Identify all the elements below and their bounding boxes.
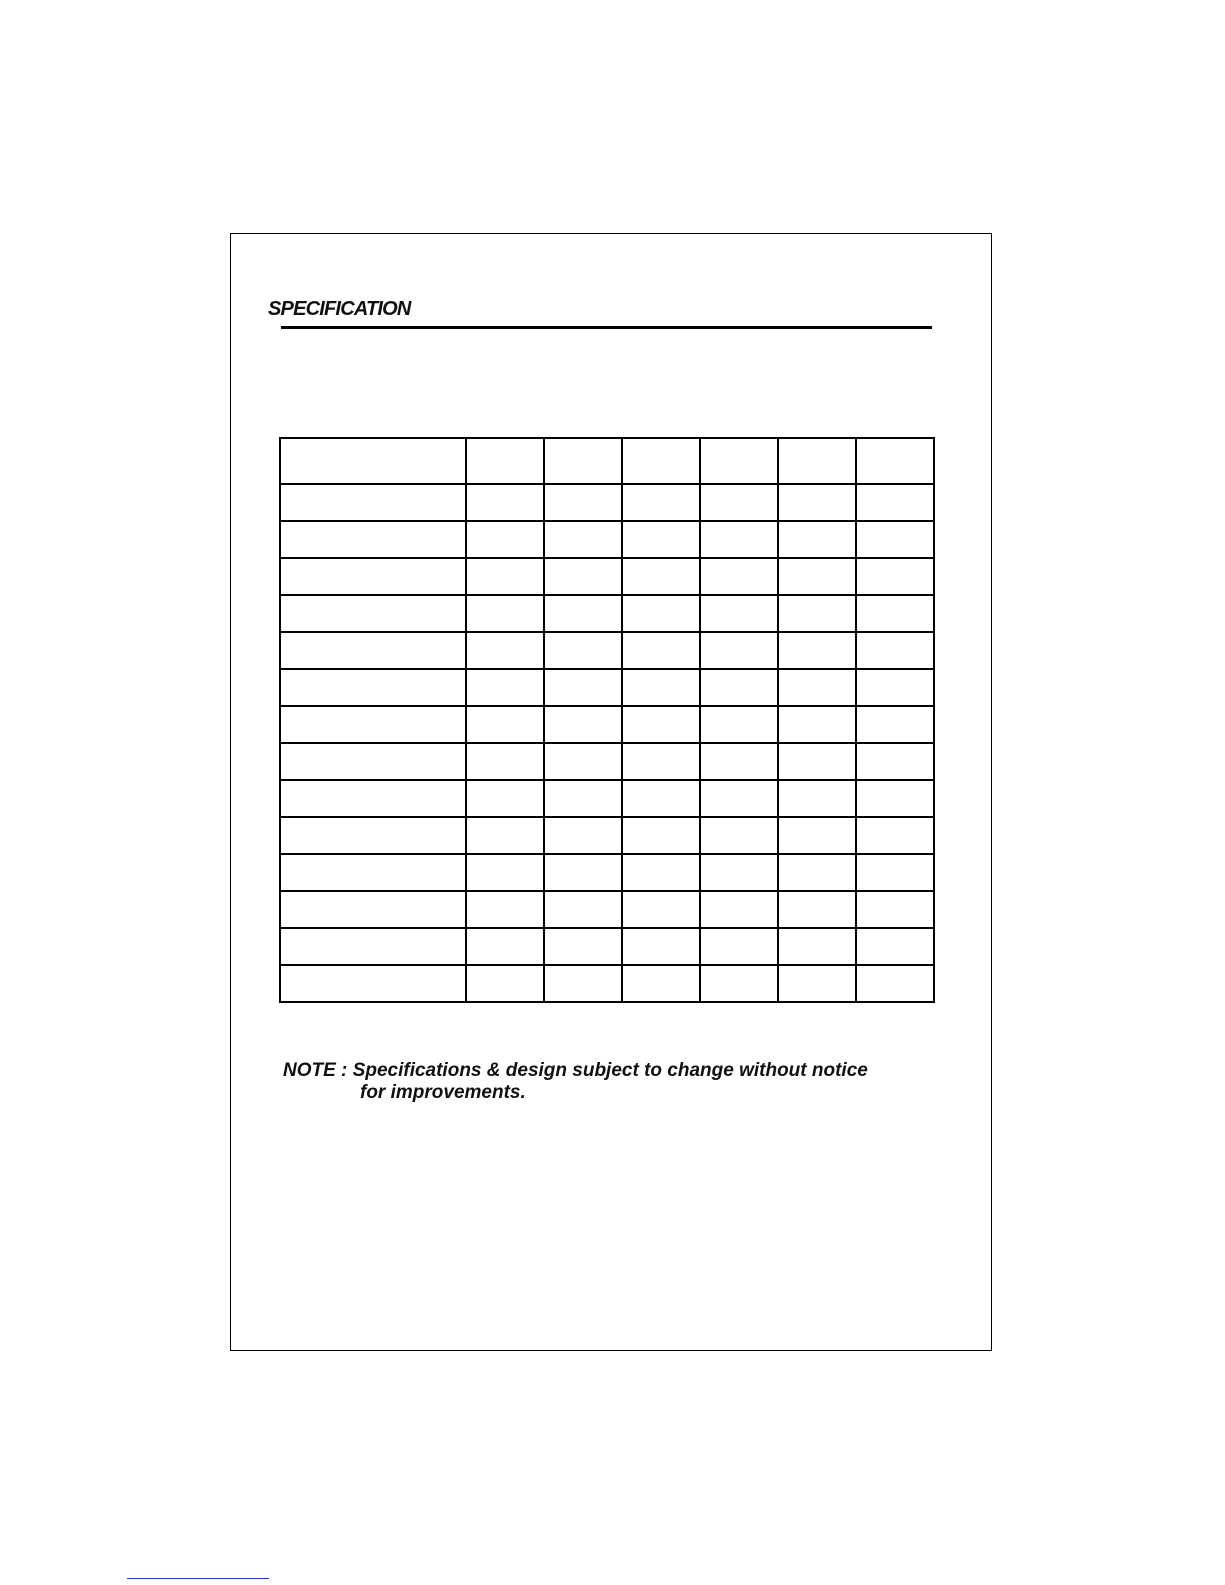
table-cell bbox=[778, 891, 856, 928]
table-cell bbox=[856, 632, 934, 669]
table-cell bbox=[466, 632, 544, 669]
note-line-2: for improvements. bbox=[360, 1082, 526, 1103]
table-row bbox=[280, 854, 934, 891]
table-cell bbox=[700, 891, 778, 928]
table-cell bbox=[700, 928, 778, 965]
table-row bbox=[280, 484, 934, 521]
table-cell bbox=[622, 817, 700, 854]
table-cell bbox=[280, 854, 466, 891]
table-cell bbox=[700, 706, 778, 743]
table-cell bbox=[466, 743, 544, 780]
table-cell bbox=[466, 817, 544, 854]
table-cell bbox=[856, 854, 934, 891]
table-header-row bbox=[280, 438, 934, 484]
table-row bbox=[280, 891, 934, 928]
table-cell bbox=[466, 706, 544, 743]
table-cell bbox=[466, 484, 544, 521]
table-cell bbox=[778, 965, 856, 1002]
table-cell bbox=[466, 780, 544, 817]
table-cell bbox=[700, 965, 778, 1002]
table-cell bbox=[466, 928, 544, 965]
table-cell bbox=[466, 521, 544, 558]
table-cell bbox=[466, 965, 544, 1002]
table-cell bbox=[778, 521, 856, 558]
table-cell bbox=[700, 817, 778, 854]
table-cell bbox=[700, 780, 778, 817]
table-cell bbox=[856, 669, 934, 706]
table-cell bbox=[856, 817, 934, 854]
table-cell bbox=[622, 632, 700, 669]
table-cell bbox=[280, 438, 466, 484]
table-cell bbox=[622, 521, 700, 558]
table-cell bbox=[856, 706, 934, 743]
table-row bbox=[280, 558, 934, 595]
table-cell bbox=[544, 891, 622, 928]
table-cell bbox=[856, 891, 934, 928]
table-cell bbox=[778, 632, 856, 669]
table-row bbox=[280, 632, 934, 669]
table-row bbox=[280, 521, 934, 558]
table-cell bbox=[544, 669, 622, 706]
table-cell bbox=[622, 669, 700, 706]
table-cell bbox=[466, 669, 544, 706]
table-cell bbox=[280, 743, 466, 780]
table-cell bbox=[778, 669, 856, 706]
table-cell bbox=[544, 521, 622, 558]
table-cell bbox=[544, 484, 622, 521]
table-cell bbox=[544, 817, 622, 854]
table-cell bbox=[544, 780, 622, 817]
table-cell bbox=[544, 558, 622, 595]
table-cell bbox=[622, 558, 700, 595]
table-cell bbox=[700, 632, 778, 669]
table-cell bbox=[778, 484, 856, 521]
table-cell bbox=[778, 706, 856, 743]
table-cell bbox=[622, 438, 700, 484]
table-row bbox=[280, 928, 934, 965]
table-cell bbox=[466, 854, 544, 891]
table-cell bbox=[700, 484, 778, 521]
table-cell bbox=[544, 743, 622, 780]
table-cell bbox=[622, 595, 700, 632]
table-cell bbox=[778, 854, 856, 891]
table-cell bbox=[466, 558, 544, 595]
table-cell bbox=[700, 669, 778, 706]
table-cell bbox=[544, 595, 622, 632]
table-cell bbox=[700, 854, 778, 891]
table-cell bbox=[622, 965, 700, 1002]
table-cell bbox=[280, 484, 466, 521]
table-cell bbox=[622, 780, 700, 817]
table-cell bbox=[856, 484, 934, 521]
table-cell bbox=[700, 595, 778, 632]
table-cell bbox=[778, 928, 856, 965]
table-cell bbox=[544, 438, 622, 484]
table-cell bbox=[778, 595, 856, 632]
table-cell bbox=[622, 928, 700, 965]
table-cell bbox=[544, 928, 622, 965]
bottom-link-underline bbox=[127, 1578, 269, 1579]
table-cell bbox=[280, 669, 466, 706]
table-cell bbox=[466, 595, 544, 632]
table-cell bbox=[778, 743, 856, 780]
table-cell bbox=[778, 438, 856, 484]
table-cell bbox=[280, 706, 466, 743]
note-prefix: NOTE : bbox=[283, 1060, 353, 1081]
table-row bbox=[280, 595, 934, 632]
table-cell bbox=[544, 706, 622, 743]
table-cell bbox=[700, 521, 778, 558]
table-cell bbox=[280, 780, 466, 817]
table-cell bbox=[544, 632, 622, 669]
table-cell bbox=[622, 743, 700, 780]
table-cell bbox=[856, 558, 934, 595]
specification-table bbox=[279, 437, 935, 1003]
table-row bbox=[280, 965, 934, 1002]
table-cell bbox=[280, 817, 466, 854]
table-cell bbox=[622, 706, 700, 743]
table-cell bbox=[856, 595, 934, 632]
table-cell bbox=[466, 438, 544, 484]
table-cell bbox=[622, 484, 700, 521]
note-line-1: Specifications & design subject to change without notice bbox=[352, 1060, 868, 1081]
table-row bbox=[280, 743, 934, 780]
table-cell bbox=[280, 558, 466, 595]
table-cell bbox=[280, 965, 466, 1002]
table-cell bbox=[544, 854, 622, 891]
table-cell bbox=[544, 965, 622, 1002]
table-row bbox=[280, 706, 934, 743]
table-row bbox=[280, 780, 934, 817]
table-cell bbox=[622, 854, 700, 891]
table-cell bbox=[700, 743, 778, 780]
table-cell bbox=[700, 558, 778, 595]
table-cell bbox=[856, 438, 934, 484]
title-underline bbox=[281, 326, 932, 329]
table-cell bbox=[280, 928, 466, 965]
table-cell bbox=[856, 780, 934, 817]
table-row bbox=[280, 669, 934, 706]
table-cell bbox=[778, 558, 856, 595]
table-cell bbox=[778, 817, 856, 854]
table-cell bbox=[280, 521, 466, 558]
table-row bbox=[280, 817, 934, 854]
table-cell bbox=[856, 928, 934, 965]
note bbox=[283, 1060, 963, 1104]
table-cell bbox=[700, 438, 778, 484]
table-cell bbox=[856, 965, 934, 1002]
table-cell bbox=[466, 891, 544, 928]
table-cell bbox=[622, 891, 700, 928]
table-cell bbox=[856, 743, 934, 780]
table-cell bbox=[280, 891, 466, 928]
table-cell bbox=[280, 632, 466, 669]
table-cell bbox=[280, 595, 466, 632]
table-cell bbox=[856, 521, 934, 558]
page-title: SPECIFICATION bbox=[268, 298, 411, 320]
table-cell bbox=[778, 780, 856, 817]
